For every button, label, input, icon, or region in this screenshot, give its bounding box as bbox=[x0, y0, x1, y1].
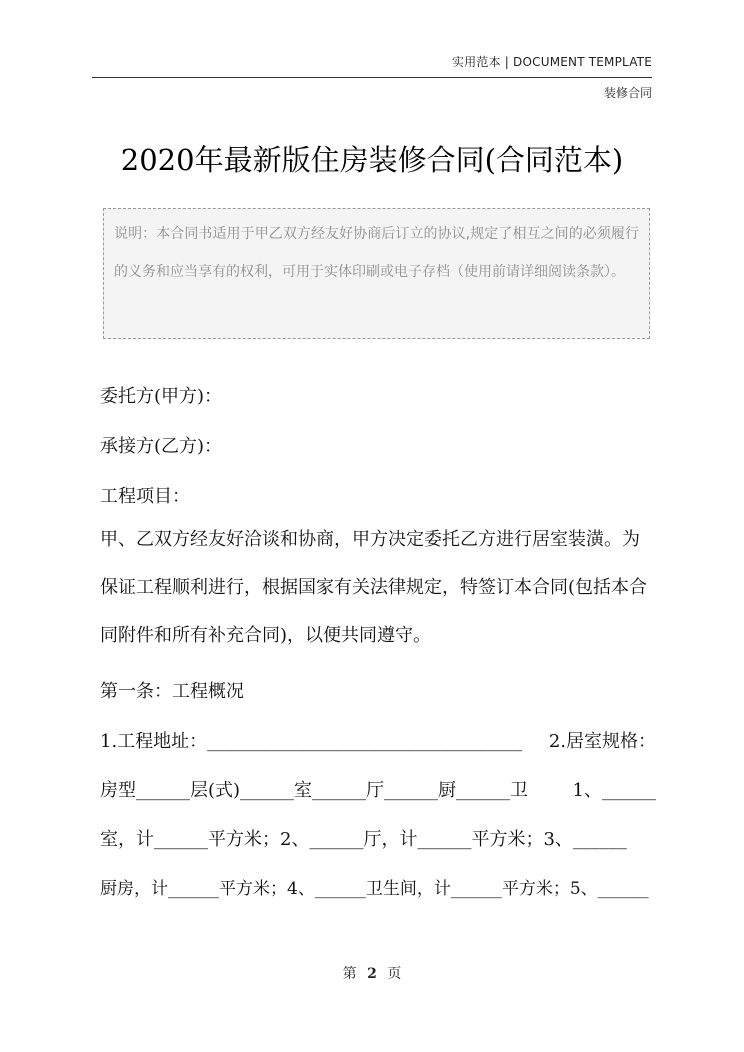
article-1-heading: 第一条：工程概况 bbox=[100, 681, 244, 702]
layout-line bbox=[100, 776, 656, 802]
notice-box bbox=[103, 208, 650, 339]
party-a-label: 委托方(甲方)： bbox=[100, 386, 223, 407]
page-suffix: 页 bbox=[387, 966, 402, 982]
address-line bbox=[100, 727, 656, 753]
party-b-label: 承接方(乙方)： bbox=[100, 436, 223, 457]
room-spec-label: 2.居室规格： bbox=[548, 731, 656, 752]
page-footer bbox=[0, 963, 744, 983]
rooms-area-line: 室，计______平方米；2、______厅，计______平方米；3、______ bbox=[100, 829, 627, 850]
header-category: 装修合同 bbox=[603, 86, 652, 100]
project-label: 工程项目： bbox=[100, 486, 190, 507]
kitchen-bath-area-line: 厨房，计______平方米；4、______卫生间，计______平方米；5、______ bbox=[100, 879, 649, 899]
header-brand: 实用范本 | DOCUMENT TEMPLATE bbox=[451, 55, 652, 69]
address-field: 1.工程地址：___________________________________ bbox=[100, 731, 523, 752]
document-title: 2020年最新版住房装修合同(合同范本) bbox=[120, 143, 624, 177]
page-number: 2 bbox=[367, 966, 377, 982]
page-prefix: 第 bbox=[342, 966, 357, 982]
layout-fields: 房型______层(式)______室______厅______厨______卫 bbox=[100, 780, 529, 801]
notice-text: 说明：本合同书适用于甲乙双方经友好协商后订立的协议,规定了相互之间的必须履行的义务和应当享有的权利，可用于实体印刷或电子存档（使用前请详细阅读条款）。 bbox=[114, 226, 639, 280]
item-1-field: 1、______ bbox=[572, 780, 656, 801]
preamble-paragraph: 甲、乙双方经友好洽谈和协商，甲方决定委托乙方进行居室装潢。为保证工程顺利进行，根据国家有关法律规定，特签订本合同(包括本合同附件和所有补充合同)，以便共同遵守。 bbox=[100, 529, 648, 646]
header-divider bbox=[92, 77, 652, 78]
